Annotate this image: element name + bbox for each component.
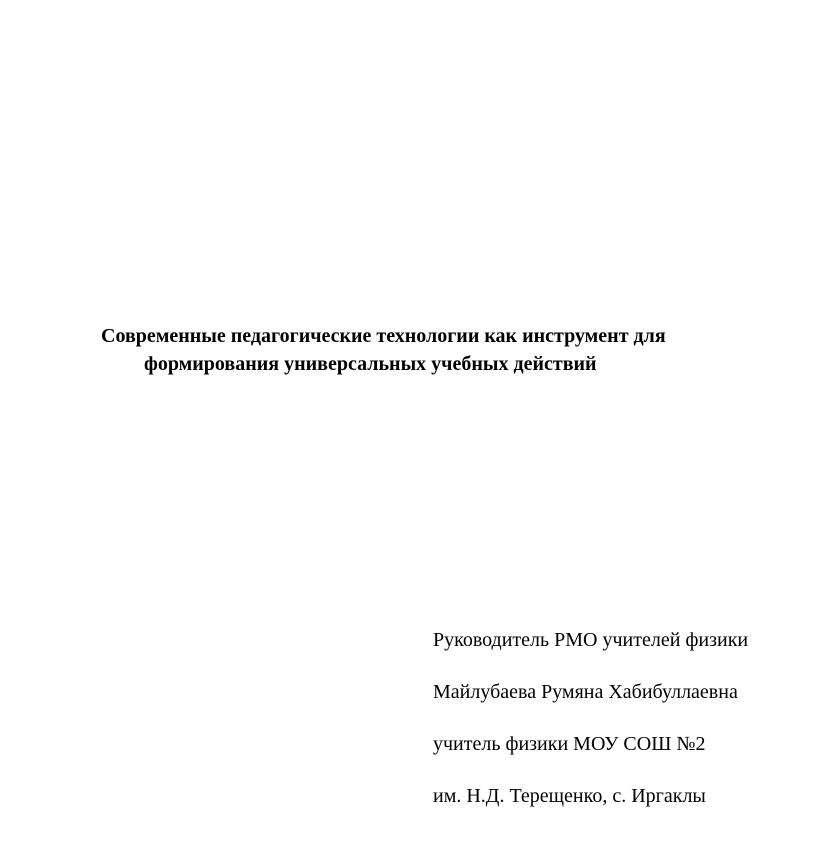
author-position: Руководитель РМО учителей физики — [433, 629, 749, 651]
author-info — [433, 626, 813, 834]
document-title — [96, 322, 786, 378]
title-line-1: Современные педагогические технологии как инструмент для — [101, 325, 666, 347]
author-name: Майлубаева Румяна Хабибуллаевна — [433, 681, 738, 703]
author-role: учитель физики МОУ СОШ №2 — [433, 733, 706, 755]
author-school: им. Н.Д. Терещенко, с. Иргаклы — [433, 785, 706, 807]
title-line-2: формирования универсальных учебных действий — [144, 353, 597, 375]
